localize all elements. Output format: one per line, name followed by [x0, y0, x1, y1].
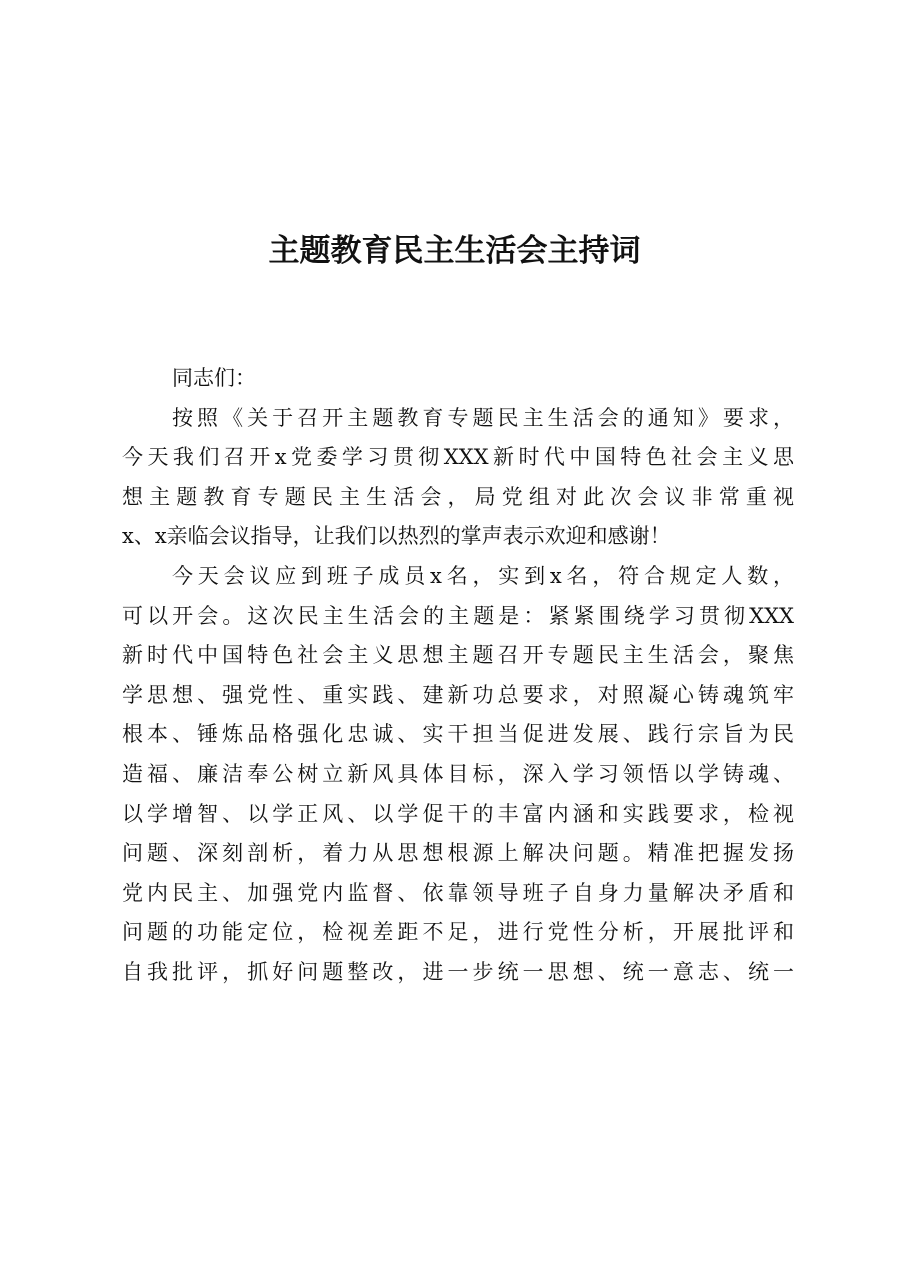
document-title: 主题教育民主生活会主持词 [268, 233, 641, 269]
text-line: 根本、锤炼品格强化忠诚、实干担当促进发展、践行宗旨为民 [122, 722, 794, 747]
text-line: 想主题教育专题民主生活会，局党组对此次会议非常重视 [122, 484, 794, 509]
text-line: 学思想、强党性、重实践、建新功总要求，对照凝心铸魂筑牢 [122, 682, 794, 707]
text-line: 党内民主、加强党内监督、依靠领导班子自身力量解决矛盾和 [122, 880, 794, 905]
text-line: 问题的功能定位，检视差距不足，进行党性分析，开展批评和 [122, 920, 794, 945]
text-line: 新时代中国特色社会主义思想主题召开专题民主生活会，聚焦 [122, 643, 794, 668]
text-line: 今天我们召开x党委学习贯彻XXX新时代中国特色社会主义思 [122, 445, 794, 470]
text-line: 可以开会。这次民主生活会的主题是：紧紧围绕学习贯彻XXX [122, 603, 794, 628]
text-line: 造福、廉洁奉公树立新风具体目标，深入学习领悟以学铸魂、 [122, 761, 794, 786]
paragraph-2 [122, 557, 794, 993]
text-line: 今天会议应到班子成员x名，实到x名，符合规定人数， [172, 563, 794, 588]
text-line: x、x亲临会议指导，让我们以热烈的掌声表示欢迎和感谢！ [122, 524, 671, 549]
text-line: 自我批评，抓好问题整改，进一步统一思想、统一意志、统一 [122, 959, 794, 984]
text-line: 按照《关于召开主题教育专题民主生活会的通知》要求， [172, 405, 794, 430]
text-line: 问题、深刻剖析，着力从思想根源上解决问题。精准把握发扬 [122, 841, 794, 866]
salutation: 同志们： [172, 366, 256, 390]
document-body [122, 359, 794, 993]
text-line: 以学增智、以学正风、以学促干的丰富内涵和实践要求，检视 [122, 801, 794, 826]
paragraph-1 [122, 399, 794, 557]
